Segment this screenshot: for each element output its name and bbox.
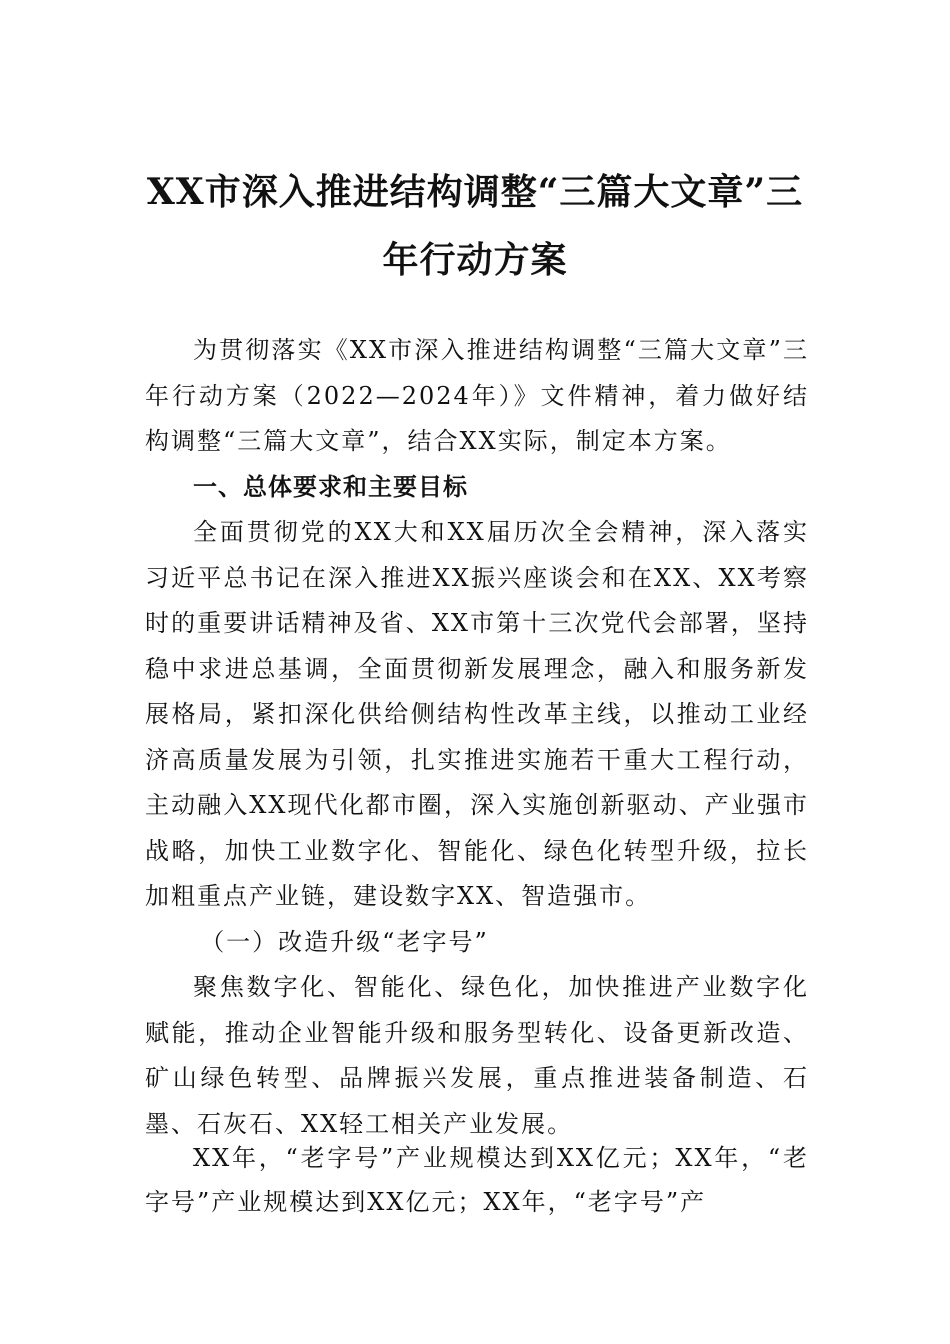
intro-paragraph: 为贯彻落实《XX市深入推进结构调整“三篇大文章”三年行动方案（2022—2024年）》文件精神，着力做好结构调整“三篇大文章”，结合XX实际，制定本方案。 [145,336,809,455]
section-1-heading: 一、总体要求和主要目标 [193,472,468,501]
subsection-1-paragraph: 聚焦数字化、智能化、绿色化，加快推进产业数字化赋能，推动企业智能升级和服务型转化、设备更新改造、矿山绿色转型、品牌振兴发展，重点推进装备制造、石墨、石灰石、XX轻工相关产业发展。 [145,973,809,1138]
document-trailing-text [145,1136,809,1224]
title-line-1: XX市深入推进结构调整“三篇大文章”三 [146,171,804,213]
document-title [120,158,830,294]
document-body [145,328,809,1147]
subsection-1-targets: XX年，“老字号”产业规模达到XX亿元；XX年，“老字号”产业规模达到XX亿元；XX年，“老字号”产 [145,1144,809,1216]
section-1-paragraph: 全面贯彻党的XX大和XX届历次全会精神，深入落实习近平总书记在深入推进XX振兴座谈会和在XX、XX考察时的重要讲话精神及省、XX市第十三次党代会部署，坚持稳中求进总基调，全面贯彻新发展理念，融入和服务新发展格局，紧扣深化供给侧结构性改革主线，以推动工业经济高质量发展为引领，扎实推进实施若干重大工程行动，主动融入XX现代化都市圈，深入实施创新驱动、产业强市战略，加快工业数字化、智能化、绿色化转型升级，拉长加粗重点产业链，建设数字XX、智造强市。 [145,518,809,910]
title-line-2: 年行动方案 [382,239,568,281]
subsection-1-heading: （一）改造升级“老字号” [200,927,489,956]
